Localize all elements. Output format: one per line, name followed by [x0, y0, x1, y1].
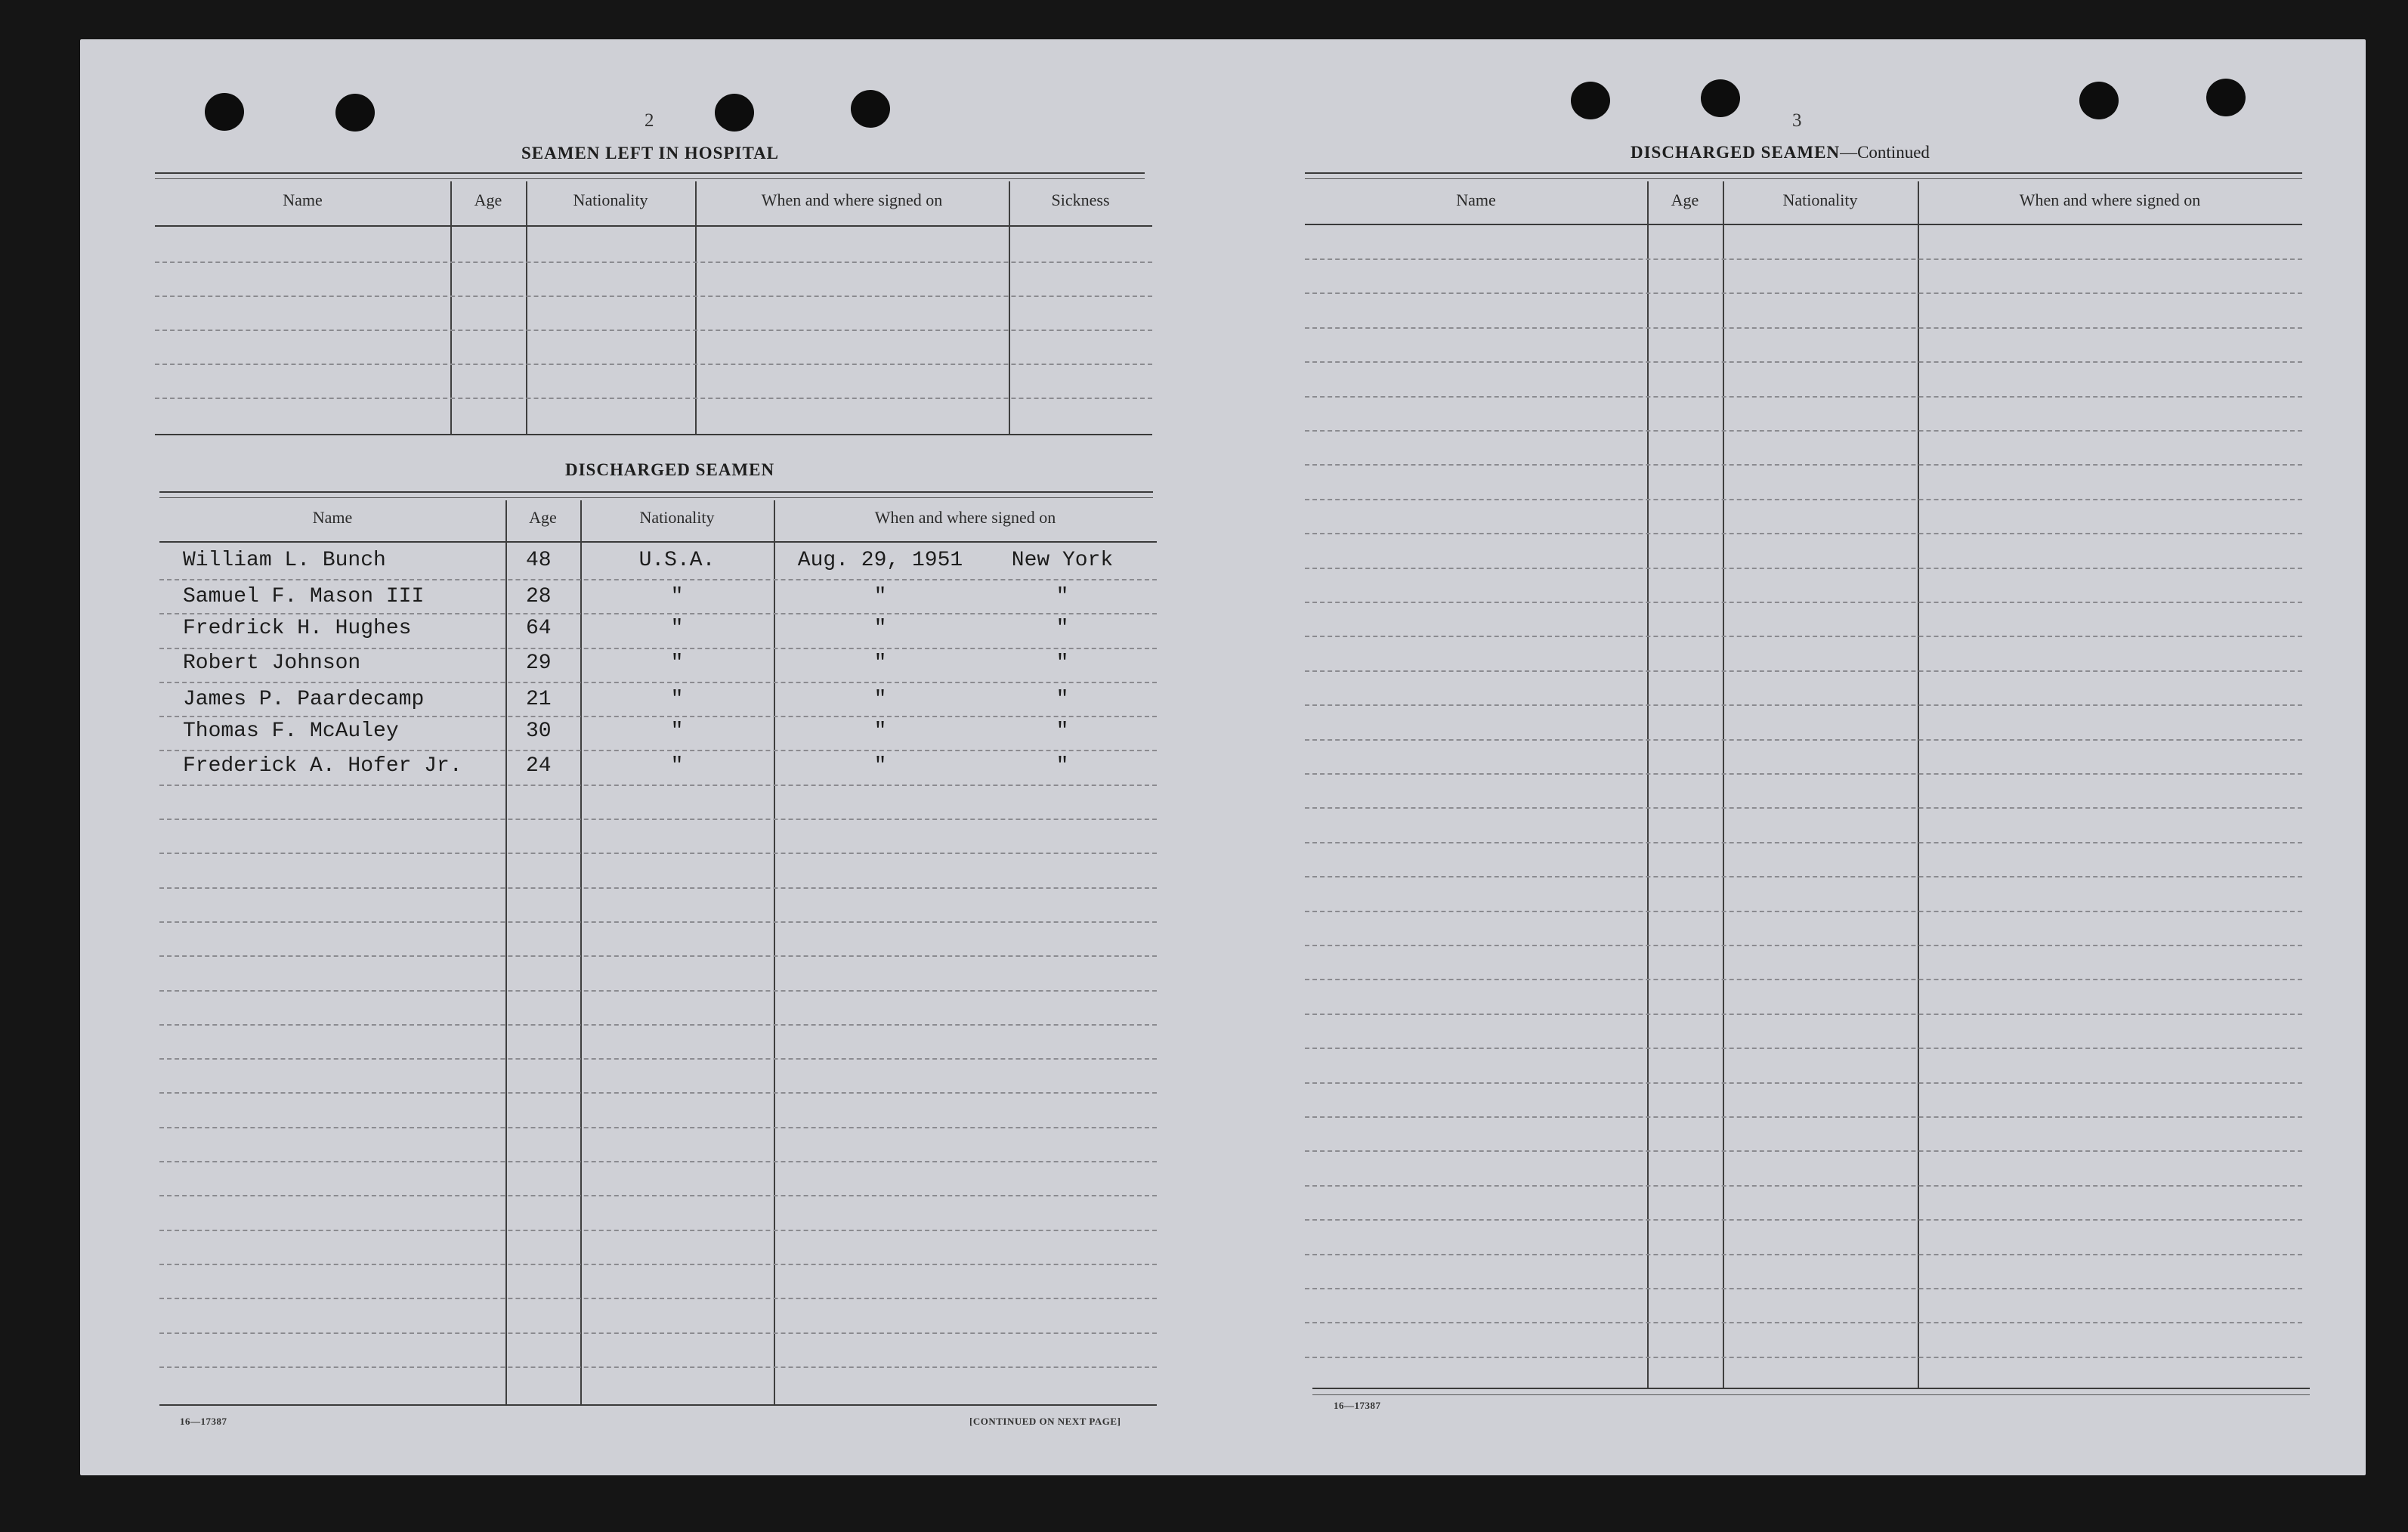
hospital-header-name: Name — [283, 190, 323, 209]
seaman-age: 48 — [526, 549, 552, 572]
seaman-nationality: " — [670, 688, 684, 711]
ruled-line — [1305, 327, 2302, 329]
ruled-line — [155, 330, 1152, 331]
ruled-line — [1305, 430, 2302, 432]
ruled-line — [1305, 361, 2302, 363]
ruled-line — [1305, 602, 2302, 603]
hospital-table-top-rule — [155, 172, 1145, 174]
right-table-bottom-rule — [1312, 1394, 2310, 1395]
ruled-line — [159, 579, 1157, 580]
hospital-header-sickness: Sickness — [1051, 190, 1110, 209]
signed-on-date: " — [873, 754, 887, 778]
ruled-line — [159, 1195, 1157, 1196]
punch-hole — [205, 93, 244, 131]
ruled-line — [1305, 568, 2302, 569]
ruled-line — [1305, 945, 2302, 946]
ruled-line — [1305, 396, 2302, 398]
form-number: 16—17387 — [180, 1416, 227, 1427]
ruled-line — [159, 1230, 1157, 1231]
punch-hole — [715, 94, 754, 132]
signed-on-place: New York — [1011, 549, 1114, 572]
ruled-line — [159, 1058, 1157, 1060]
ruled-line — [1305, 533, 2302, 534]
hospital-table-top-rule — [155, 178, 1145, 179]
right-table-top-rule — [1305, 172, 2302, 174]
right-header-when-where: When and where signed on — [2019, 190, 2201, 209]
ruled-line — [1305, 1082, 2302, 1084]
ruled-line — [159, 887, 1157, 889]
signed-on-date: " — [873, 720, 887, 743]
ruled-line — [1305, 1014, 2302, 1015]
seaman-nationality: " — [670, 720, 684, 743]
seaman-nationality: " — [670, 617, 684, 640]
ruled-line — [159, 1127, 1157, 1128]
seaman-nationality: " — [670, 585, 684, 608]
punch-hole — [1701, 79, 1740, 117]
punch-hole — [2206, 79, 2246, 116]
seaman-nationality: " — [670, 754, 684, 778]
hospital-table-bottom-rule — [155, 434, 1152, 435]
ruled-line — [1305, 773, 2302, 775]
ruled-line — [1305, 1219, 2302, 1221]
hospital-header-age: Age — [474, 190, 502, 209]
ruled-line — [1305, 1116, 2302, 1118]
right-table-bottom-rule — [1312, 1388, 2310, 1389]
discharged-header-name: Name — [312, 508, 353, 527]
discharged-table-bottom-rule — [159, 1404, 1157, 1406]
page-number: 2 — [645, 110, 654, 131]
ruled-line — [1305, 1150, 2302, 1152]
discharged-continued-title — [1631, 143, 1930, 162]
ruled-line — [155, 398, 1152, 399]
hospital-header-rule — [155, 225, 1152, 227]
ruled-line — [159, 785, 1157, 786]
title-continued: —Continued — [1840, 143, 1930, 162]
ruled-line — [1305, 670, 2302, 672]
seaman-name: James P. Paardecamp — [183, 688, 425, 711]
ruled-line — [159, 1366, 1157, 1368]
hospital-header-when-where: When and where signed on — [761, 190, 943, 209]
seaman-nationality: U.S.A. — [638, 549, 716, 572]
seaman-name: Frederick A. Hofer Jr. — [183, 754, 462, 778]
ruled-line — [159, 716, 1157, 717]
ruled-line — [1305, 258, 2302, 260]
ruled-line — [159, 1024, 1157, 1026]
ruled-line — [1305, 636, 2302, 637]
ruled-line — [159, 613, 1157, 614]
form-number: 16—17387 — [1334, 1400, 1381, 1411]
punch-hole — [851, 90, 890, 128]
seaman-age: 29 — [526, 651, 552, 675]
ruled-line — [159, 955, 1157, 957]
seaman-name: Fredrick H. Hughes — [183, 617, 412, 640]
ruled-line — [159, 990, 1157, 992]
signed-on-date: " — [873, 617, 887, 640]
punch-hole — [335, 94, 375, 132]
ruled-line — [1305, 842, 2302, 843]
right-header-rule — [1305, 224, 2302, 225]
seaman-name: Samuel F. Mason III — [183, 585, 425, 608]
ruled-line — [1305, 704, 2302, 706]
ruled-line — [159, 1332, 1157, 1334]
ruled-line — [159, 853, 1157, 854]
seaman-name: Robert Johnson — [183, 651, 361, 675]
ruled-line — [159, 682, 1157, 683]
ruled-line — [1305, 1288, 2302, 1289]
punch-hole — [2079, 82, 2119, 119]
punch-hole — [1571, 82, 1610, 119]
ruled-line — [1305, 292, 2302, 294]
discharged-table-top-rule — [159, 491, 1153, 493]
signed-on-place: " — [1056, 754, 1069, 778]
seaman-name: William L. Bunch — [183, 549, 386, 572]
ruled-line — [1305, 1254, 2302, 1255]
ruled-line — [1305, 1048, 2302, 1049]
right-table-top-rule — [1305, 178, 2302, 179]
discharged-header-nationality: Nationality — [639, 508, 715, 527]
ruled-line — [159, 750, 1157, 751]
signed-on-date: " — [873, 585, 887, 608]
ruled-line — [159, 1298, 1157, 1299]
ruled-line — [1305, 1357, 2302, 1358]
ruled-line — [155, 262, 1152, 263]
hospital-header-nationality: Nationality — [573, 190, 648, 209]
ruled-line — [159, 819, 1157, 820]
discharged-header-when-where: When and where signed on — [874, 508, 1056, 527]
signed-on-place: " — [1056, 720, 1069, 743]
ruled-line — [159, 1264, 1157, 1265]
right-header-age: Age — [1671, 190, 1699, 209]
discharged-table-top-rule — [159, 497, 1153, 498]
seaman-age: 24 — [526, 754, 552, 778]
signed-on-date: Aug. 29, 1951 — [797, 549, 963, 572]
ruled-line — [159, 1092, 1157, 1094]
seaman-nationality: " — [670, 651, 684, 675]
discharged-header-rule — [159, 541, 1157, 543]
title-main: DISCHARGED SEAMEN — [1631, 143, 1841, 162]
ruled-line — [159, 648, 1157, 649]
seaman-age: 30 — [526, 720, 552, 743]
signed-on-place: " — [1056, 617, 1069, 640]
discharged-header-age: Age — [529, 508, 557, 527]
ruled-line — [1305, 464, 2302, 466]
column-divider — [505, 500, 507, 1406]
ruled-line — [159, 921, 1157, 923]
signed-on-place: " — [1056, 585, 1069, 608]
ruled-line — [159, 1161, 1157, 1162]
seaman-age: 21 — [526, 688, 552, 711]
seaman-name: Thomas F. McAuley — [183, 720, 399, 743]
seaman-age: 28 — [526, 585, 552, 608]
continued-note: [CONTINUED ON NEXT PAGE] — [969, 1416, 1121, 1427]
signed-on-date: " — [873, 688, 887, 711]
ruled-line — [1305, 911, 2302, 912]
ruled-line — [155, 296, 1152, 297]
signed-on-place: " — [1056, 651, 1069, 675]
ruled-line — [1305, 807, 2302, 809]
seaman-age: 64 — [526, 617, 552, 640]
ruled-line — [1305, 1185, 2302, 1187]
ruled-line — [155, 364, 1152, 365]
right-header-nationality: Nationality — [1782, 190, 1858, 209]
page-number: 3 — [1792, 110, 1802, 131]
ruled-line — [1305, 979, 2302, 980]
right-header-name: Name — [1456, 190, 1496, 209]
hospital-section-title: SEAMEN LEFT IN HOSPITAL — [521, 144, 780, 162]
ruled-line — [1305, 876, 2302, 877]
ruled-line — [1305, 499, 2302, 500]
ruled-line — [1305, 1322, 2302, 1323]
ruled-line — [1305, 739, 2302, 741]
signed-on-place: " — [1056, 688, 1069, 711]
signed-on-date: " — [873, 651, 887, 675]
discharged-section-title: DISCHARGED SEAMEN — [565, 460, 775, 479]
